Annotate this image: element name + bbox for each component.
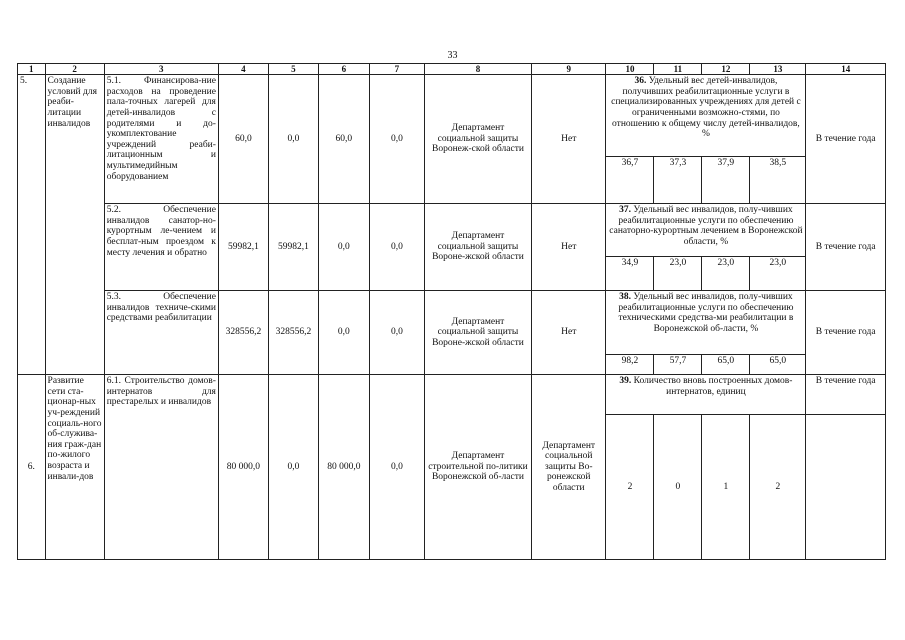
indicator-number: 39. [619,376,632,387]
col-number-2: 2 [45,64,104,75]
program-table [17,63,886,560]
funding-federal: 328556,2 [268,291,318,375]
funding-regional: 0,0 [318,291,369,375]
executor: Департамент строительной по-литики Воронежской об-ласти [424,375,531,560]
funding-total: 328556,2 [218,291,268,375]
col-number-4: 4 [218,64,268,75]
funding-regional: 60,0 [318,75,369,204]
col-number-9: 9 [532,64,606,75]
col-number-12: 12 [702,64,750,75]
indicator-value: 37,3 [654,157,702,204]
indicator-value: 23,0 [750,257,806,291]
indicator-value: 23,0 [654,257,702,291]
col-number-6: 6 [318,64,369,75]
indicator-value: 98,2 [606,355,654,375]
term: В течение года [806,291,886,375]
indicator-number: 38. [619,292,632,303]
indicator-value: 65,0 [702,355,750,375]
indicator-value: 23,0 [702,257,750,291]
col-number-10: 10 [606,64,654,75]
indicator-value: 65,0 [750,355,806,375]
funding-total: 80 000,0 [218,375,268,560]
indicator [606,375,806,415]
indicator-text: Удельный вес инвалидов, полу-чивших реабилитационные услуги по обеспечению техническими средства-ми реабилитации в Воронежской об-ласти, % [618,292,794,334]
indicator [606,75,806,157]
col-number-8: 8 [424,64,531,75]
funding-regional: 80 000,0 [318,375,369,560]
executor: Департамент социальной защиты Вороне-жской области [424,291,531,375]
indicator-number: 37. [619,205,632,216]
table-row [18,204,886,257]
col-number-11: 11 [654,64,702,75]
row-number: 6. [18,375,46,560]
indicator-text: Удельный вес детей-инвалидов, получивших реабилитационные услуги в специализированных учреждениях для детей с ограниченными возможно-стями, по отношению к общему числу детей-инвалидов, % [611,76,801,140]
page-number: 33 [447,50,458,61]
indicator-value: 36,7 [606,157,654,204]
indicator-number: 36. [634,76,647,87]
activity-name: 5.2. Обеспечение инвалидов санатор-но-курортным ле-чением и бесплат-ным проездом к месту лечения и обратно [104,204,218,291]
executor: Департамент социальной защиты Воронеж-ской области [424,75,531,204]
indicator-value: 34,9 [606,257,654,291]
indicator-value: 2 [750,415,806,560]
indicator [606,291,806,355]
col-number-1: 1 [18,64,46,75]
funding-regional: 0,0 [318,204,369,291]
col-number-13: 13 [750,64,806,75]
funding-federal: 59982,1 [268,204,318,291]
indicator-value: 57,7 [654,355,702,375]
col-number-3: 3 [104,64,218,75]
activity-name: 6.1. Строительство домов-интернатов для престарелых и инвалидов [104,375,218,560]
coexecutor: Нет [532,75,606,204]
funding-federal: 0,0 [268,375,318,560]
row-number: 5. [18,75,46,375]
funding-total: 59982,1 [218,204,268,291]
term: В течение года [806,375,886,415]
indicator-value: 2 [606,415,654,560]
term: В течение года [806,204,886,291]
indicator-text: Количество вновь построенных домов-интернатов, единиц [633,376,793,397]
indicator-value: 38,5 [750,157,806,204]
indicator-value: 0 [654,415,702,560]
executor: Департамент социальной защиты Вороне-жской области [424,204,531,291]
col-number-5: 5 [268,64,318,75]
activity-name: 5.3. Обеспечение инвалидов техниче-скими средствами реабилитации [104,291,218,375]
funding-total: 60,0 [218,75,268,204]
table-row [18,291,886,355]
funding-other: 0,0 [369,75,424,204]
indicator-text: Удельный вес инвалидов, полу-чивших реабилитационные услуги по обеспечению санаторно-курортным лечением в Воронежской области, % [609,205,803,247]
column-number-row [18,64,886,75]
empty-term-cell [806,415,886,560]
coexecutor: Нет [532,204,606,291]
funding-federal: 0,0 [268,75,318,204]
col-number-7: 7 [369,64,424,75]
activity-name: 5.1. Финансирова-ние расходов на проведение пала-точных лагерей для детей-инвалидов с родителями и до-укомплектование учреждений реаби-литационным и мультимедийным оборудованием [104,75,218,204]
indicator [606,204,806,257]
task-name: Создание условий для реаби-литации инвалидов [45,75,104,375]
indicator-value: 1 [702,415,750,560]
coexecutor: Департамент социальной защиты Во-ронежской области [532,375,606,560]
coexecutor: Нет [532,291,606,375]
funding-other: 0,0 [369,375,424,560]
table-row [18,75,886,157]
term: В течение года [806,75,886,204]
funding-other: 0,0 [369,204,424,291]
indicator-value: 37,9 [702,157,750,204]
funding-other: 0,0 [369,291,424,375]
col-number-14: 14 [806,64,886,75]
table-row [18,375,886,415]
task-name: Развитие сети ста-ционар-ных уч-реждений социаль-ного об-служива-ния граж-дан по-жилого возраста и инвали-дов [45,375,104,560]
